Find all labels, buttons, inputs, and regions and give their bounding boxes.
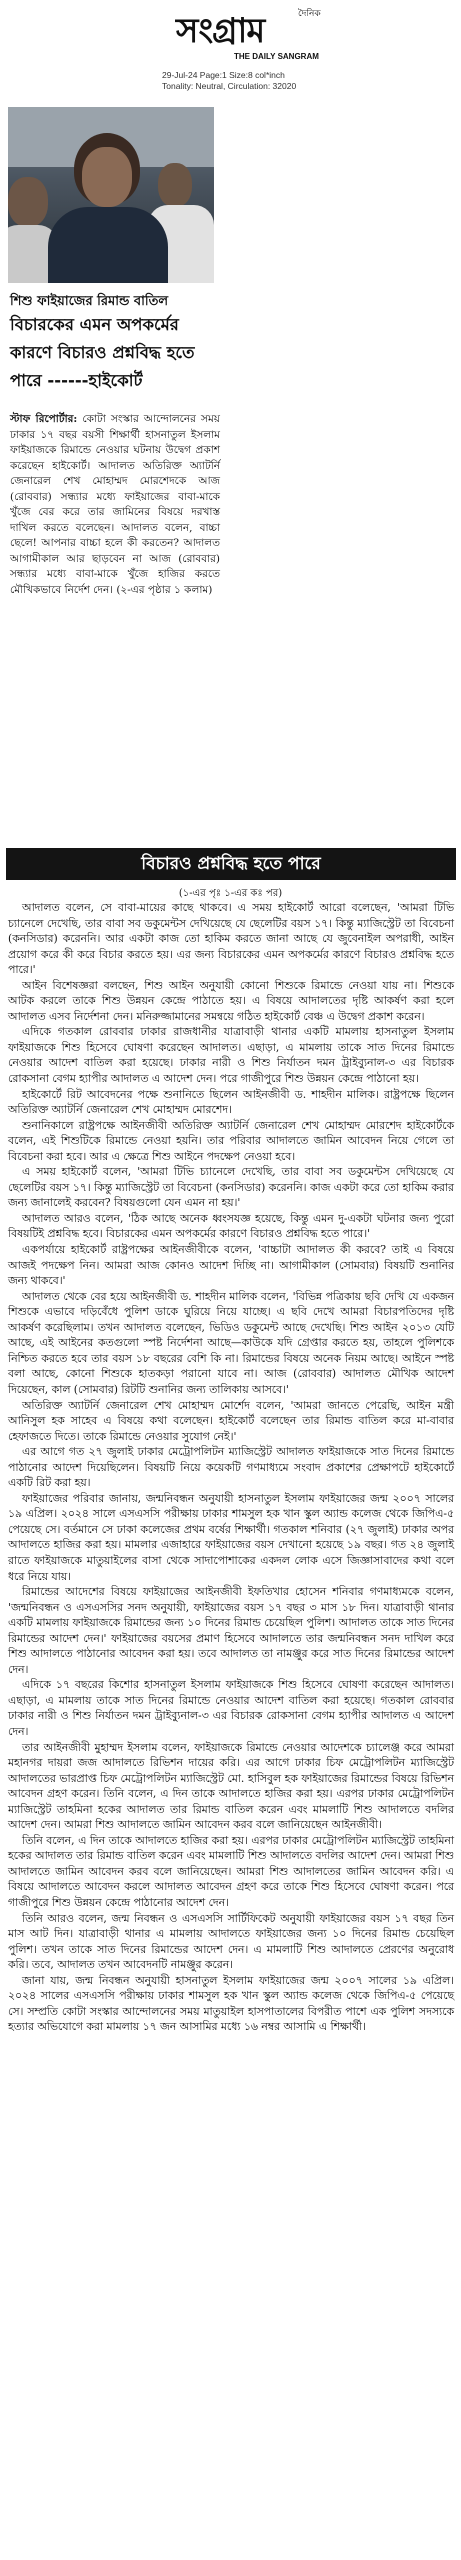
article-intro (10, 412, 220, 598)
body-paragraph: আইন বিশেষজ্ঞরা বলছেন, শিশু আইন অনুযায়ী কোনো শিশুকে রিমান্ডে নেওয়া যায় না। শিশুকে আটক করলে তাকে শিশু উন্নয়ন কেন্দ্রে পাঠাতে হয়। এ বিষয়ে আদালতের দৃষ্টি আকর্ষণ করা হলে আদালত এসব নির্দেশনা দেন। মনিরুজ্জামানের সমন্বয়ে গঠিত হাইকোর্ট বেঞ্চ এ উদ্বেগ প্রকাশ করেন। (8, 978, 454, 1023)
body-paragraph: এর আগে গত ২৭ জুলাই ঢাকার মেট্রোপলিটন ম্যাজিস্ট্রেট আদালত ফাইয়াজকে সাত দিনের রিমান্ডে পাঠানোর আদেশ দিয়েছিলেন। বিষয়টি নিয়ে কয়েকটি গণমাধ্যমে সংবাদ প্রকাশের প্রেক্ষাপটে হাইকোর্টে একটি রিট করা হয়। (8, 1445, 454, 1490)
body-paragraph: এ সময় হাইকোর্ট বলেন, 'আমরা টিভি চ্যানেলে দেখেছি, তার বাবা সব ডকুমেন্টস দেখিয়েছে যে ছেলেটির বয়স ১৭। কিন্তু ম্যাজিস্ট্রেট তা বিবেচনা (কনসিডার) করেননি। কাজ একটা করে তো হাকিম করার জন্য জানালেই করবেন? বিষয়গুলো যেন এমন না হয়।' (8, 1165, 454, 1210)
body-paragraph: হাইকোর্টে রিট আবেদনের পক্ষে শুনানিতে ছিলেন আইনজীবী ড. শাহদীন মালিক। রাষ্ট্রপক্ষে ছিলেন অতিরিক্ত অ্যাটর্নি জেনারেল শেখ মোহাম্মদ মোরশেদ। (8, 1087, 454, 1117)
masthead-title: সংগ্রাম (176, 11, 265, 51)
article-body (8, 900, 454, 2035)
body-paragraph: একপর্যায়ে হাইকোর্ট রাষ্ট্রপক্ষের আইনজীবীকে বলেন, 'বাচ্চাটা আদালত কী করবে? তাই এ বিষয়ে আজই পদক্ষেপ নিন। আমরা আজ কোনও আদেশ দিচ্ছি না। আগামীকাল (সোমবার) বিষয়টি শুনানির জন্য থাকবে।' (8, 1243, 454, 1288)
byline-label: স্টাফ রিপোর্টার: (10, 413, 78, 425)
masthead-small-title: দৈনিক (298, 9, 321, 19)
intro-text: কোটা সংস্কার আন্দোলনের সময় ঢাকার ১৭ বছর বয়সী শিক্ষার্থী হাসনাতুল ইসলাম ফাইয়াজকে রিমান্ডে নেওয়ার ঘটনায় উদ্বেগ প্রকাশ করেছেন হাইকোর্ট। আদালত অতিরিক্ত অ্যাটর্নি জেনারেল শেখ মোহাম্মদ মোরশেদকে আজ (রোববার) সন্ধ্যার মধ্যে ফাইয়াজের বাবা-মাকে খুঁজে বের করে তার জামিনের বিষয়ে দরখাস্ত দাখিল করতে বলেছেন। আদালত বলেন, বাচ্চা ছেলে! আপনার বাচ্চা হলে কী করতেন? আদালত আগামীকাল আর ছাড়বেন না আজ (রোববার) সন্ধ্যার মধ্যে বাবা-মাকে খুঁজে হাজির করতে মৌখিকভাবে নির্দেশ দেন। (10, 413, 220, 596)
jump-from-note: (১-এর পৃঃ ১-এর কঃ পর) (178, 888, 283, 899)
body-paragraph: ফাইয়াজের পরিবার জানায়, জন্মনিবন্ধন অনুযায়ী হাসনাতুল ইসলাম ফাইয়াজের জন্ম ২০০৭ সালের ১৯ এপ্রিল। ২০২৪ সালে এসএসসি পরীক্ষায় ঢাকার শামসুল হক খান স্কুল অ্যান্ড কলেজ থেকে জিপিএ-৫ পেয়েছে সে। বর্তমানে সে ঢাকা কলেজের প্রথম বর্ষের শিক্ষার্থী। গতকাল শনিবার (২৭ জুলাই) ঢাকার অপর আদালতে হাজির করা হয়। মামলার এজাহারে ফাইয়াজের বয়স দেখানো হয়েছে ১৯ বছর। গত ২৪ জুলাই রাতে ফাইয়াজকে মাতুয়াইলের বাসা থেকে সাদাপোশাকের একদল লোক এসে জিজ্ঞাসাবাদের কথা বলে ধরে নিয়ে যায়। (8, 1491, 454, 1583)
body-paragraph: রিমান্ডের আদেশের বিষয়ে ফাইয়াজের আইনজীবী ইফতিখার হোসেন শনিবার গণমাধ্যমকে বলেন, 'জন্মনিবন্ধন ও এসএসসির সনদ অনুযায়ী, ফাইয়াজের বয়স ১৭ বছর ৩ মাস ১৮ দিন। যাত্রাবাড়ী থানার একটি মামলায় ফাইয়াজকে রিমান্ডের জন্য ১০ দিনের রিমান্ড চেয়েছিল পুলিশ। আদালত তাকে সাত দিনের রিমান্ডের আদেশ দেন।' ফাইয়াজের বয়সের প্রমাণ হিসেবে আদালতে তার জন্মনিবন্ধন সনদ দাখিল করে শিশু আদালতে পাঠানোর আবেদন করা হয়। তবে আদালত তা নামঞ্জুর করে সাত দিনের রিমান্ডের আদেশ দেন। (8, 1585, 454, 1676)
meta-date-page: 29-Jul-24 Page:1 Size:8 col*inch (162, 70, 285, 80)
body-paragraph: এদিকে ১৭ বছরের কিশোর হাসনাতুল ইসলাম ফাইয়াজকে শিশু হিসেবে ঘোষণা করেছেন আদালত। এছাড়া, এ মামলায় তাকে সাত দিনের রিমান্ডে নেওয়ার আদেশ বাতিল করা হয়েছে। গতকাল রোববার ঢাকার নারী ও শিশু নির্যাতন দমন ট্রাইব্যুনাল-৩ এর বিচারক রোকসানা বেগম হ্যাপীর আদালত এ আদেশ দেন। (8, 1678, 454, 1738)
body-paragraph: তার আইনজীবী মুহাম্মদ ইসলাম বলেন, ফাইয়াজকে রিমান্ডে নেওয়ার আদেশকে চ্যালেঞ্জ করে আমরা মহানগর দায়রা জজ আদালতে রিভিশন দায়ের করি। এর আগে ঢাকার চিফ মেট্রোপলিটন ম্যাজিস্ট্রেট আদালতের ভারপ্রাপ্ত চিফ মেট্রোপলিটন ম্যাজিস্ট্রেট মো. হাসিবুল হক ফাইয়াজের রিমান্ডের বিষয়ে রিভিশন আবেদন গ্রহণ করেন। তিনি বলেন, এ দিন তাকে আদালতে হাজির করা হয়। এরপর ঢাকার মেট্রোপলিটন ম্যাজিস্ট্রেট তাহমিনা হকের আদালত তার রিমান্ড বাতিল করেন এবং মামলাটি শিশু আদালতে বদলির আদেশ দেন। আমরা শিশু আদালতে জামিন আবেদন করব বলে জানিয়েছেন আইনজীবী। (8, 1740, 454, 1832)
body-paragraph: এদিকে গতকাল রোববার ঢাকার রাজধানীর যাত্রাবাড়ী থানার একটি মামলায় হাসনাতুল ইসলাম ফাইয়াজকে শিশু হিসেবে ঘোষণা করেছেন আদালত। এছাড়া, এ মামলায় তাকে সাত দিনের রিমান্ডে নেওয়ার আদেশ বাতিল করা হয়েছে। ঢাকার নারী ও শিশু নির্যাতন দমন ট্রাইব্যুনাল-৩ এর বিচারক রোকসানা বেগম হ্যাপীর আদালত এ আদেশ দেন। পরে গাজীপুরে শিশু উন্নয়ন কেন্দ্রে পাঠানো হয়। (8, 1025, 454, 1086)
meta-tonality-circulation: Tonality: Neutral, Circulation: 32020 (162, 81, 297, 91)
masthead-english-title: THE DAILY SANGRAM (234, 52, 319, 61)
body-paragraph: তিনি আরও বলেন, জন্ম নিবন্ধন ও এসএসসি সার্টিফিকেট অনুযায়ী ফাইয়াজের বয়স ১৭ বছর তিন মাস আট দিন। যাত্রাবাড়ী থানার এ মামলায় আদালতে ফাইয়াজের জন্য ১০ দিনের রিমান্ড চেয়েছিল পুলিশ। তখন তাকে সাত দিনের রিমান্ডের আদেশ দেন। এ মামলাটি শিশু আদালতে প্রেরণের অনুরোধ করি। তবে, আদালত তখন আবেদনটি নামঞ্জুর করেন। (8, 1911, 455, 1972)
body-paragraph: আদালত আরও বলেন, 'ঠিক আছে অনেক ধ্বংসযজ্ঞ হয়েছে, কিন্তু এমন দু-একটা ঘটনার জন্য পুরো বিষয়টিই প্রশ্নবিদ্ধ হবে। বিচারকের এমন অপকর্মের কারণে বিচারও প্রশ্নবিদ্ধ হতে পারে।' (8, 1211, 454, 1241)
jump-headline: বিচারও প্রশ্নবিদ্ধ হতে পারে (6, 848, 456, 880)
body-paragraph: আদালত থেকে বের হয়ে আইনজীবী ড. শাহদীন মালিক বলেন, 'বিভিন্ন পত্রিকায় ছবি দেখি যে একজন শিশুকে এভাবে দড়িবেঁধে পুলিশ ডাকে ঘুরিয়ে নিয়ে যাচ্ছে। এ ছবি দেখে আমরা বিচারপতিদের দৃষ্টি আকর্ষণ করেছিলাম। তখন আদালত বলেছেন, ভিডিও ডকুমেন্ট আছে দেখেছি। শিশু আইন ২০১৩ যেটি আছে, এই আইনের কতগুলো স্পষ্ট নির্দেশনা আছে—কাউকে যদি গ্রেপ্তার করতে হয়, তাহলে পুলিশকে নিশ্চিত করতে হবে তার বয়স ১৮ বছরের বেশি কি না। রিমান্ডের বিষয়ে অনেক নিয়ম আছে। আইনে স্পষ্ট বলা আছে, কোনো শিশুকে হাতকড়া পরানো যাবে না। আজ (রোববার) আদালত মৌখিক আদেশ দিয়েছেন, কাল (সোমবার) রিটটি শুনানির জন্য তালিকায় আসবে।' (8, 1289, 454, 1396)
article-kicker: শিশু ফাইয়াজের রিমান্ড বাতিল (10, 294, 169, 309)
clipping-meta (162, 70, 392, 92)
body-paragraph: অতিরিক্ত অ্যাটর্নি জেনারেল শেখ মোহাম্মদ মোর্শেদ বলেন, 'আমরা জানতে পেরেছি, আইন মন্ত্রী আনিসুল হক সাহেব এ বিষয়ে কথা বলেছেন। হাইকোর্ট বলেছেন তার রিমান্ড বাতিল করে মা-বাবার হেফাজতে দিতে। তাকে রিমান্ডে নেওয়ার সুযোগ নেই।' (8, 1398, 454, 1443)
body-paragraph: তিনি বলেন, এ দিন তাকে আদালতে হাজির করা হয়। এরপর ঢাকার মেট্রোপলিটন ম্যাজিস্ট্রেট তাহমিনা হকের আদালত তার রিমান্ড বাতিল করেন এবং মামলাটি শিশু আদালতে বদলির আদেশ দেন। আমরা শিশু আদালতে জামিন আবেদন করব বলে জানিয়েছেন। আমরা শিশু আদালতের জামিন আবেদন করি। এ বিষয়ে আদালতে আবেদন করলে আদালত আবেদন গ্রহণ করে তাকে শিশু হিসেবে ঘোষণা করেন। পরে গাজীপুরে শিশু উন্নয়ন কেন্দ্রে পাঠানোর আদেশ দেন। (8, 1833, 454, 1909)
masthead (170, 4, 400, 68)
body-paragraph: শুনানিকালে রাষ্ট্রপক্ষে আইনজীবী অতিরিক্ত অ্যাটর্নি জেনারেল শেখ মোহাম্মদ মোরশেদ হাইকোর্টকে বলেন, এই শিশুটিকে রিমান্ডে নেওয়া হয়নি। তার পরিবার আদালতে জামিন আবেদন নিয়ে গেলে তা বিবেচনা করা হবে। আর এ ক্ষেত্রে শিশু আইনে পদক্ষেপ নেওয়া হবে। (8, 1118, 454, 1163)
continued-note: (২-এর পৃষ্ঠার ১ কলাম) (116, 583, 213, 596)
article-headline: বিচারকের এমন অপকর্মের কারণে বিচারও প্রশ্নবিদ্ধ হতে পারে ------হাইকোর্ট (10, 315, 195, 390)
body-paragraph: আদালত বলেন, সে বাবা-মায়ের কাছে থাকবে। এ সময় হাইকোর্ট আরো বলেছেন, 'আমরা টিভি চ্যানেলে দেখেছি, তার বাবা সব ডকুমেন্টস দেখিয়েছে যে ছেলেটির বয়স ১৭। কিন্তু ম্যাজিস্ট্রেট তা বিবেচনা (কনসিডার) করেননি। আর একটা কাজ তো হাকিম করতে জানা আছে যে জুবেনাইল অপরাধী, আইন প্রয়োগ করে কী করে বিচার করতে হয়। এর জন্য বিচারকের এমন অপকর্মের কারণে বিচারও প্রশ্নবিদ্ধ হতে পারে।' (8, 901, 454, 977)
body-paragraph: জানা যায়, জন্ম নিবন্ধন অনুযায়ী হাসনাতুল ইসলাম ফাইয়াজের জন্ম ২০০৭ সালের ১৯ এপ্রিল। ২০২৪ সালের এসএসসি পরীক্ষায় ঢাকার শামসুল হক খান স্কুল অ্যান্ড কলেজ থেকে জিপিএ-৫ পেয়েছে সে। সম্প্রতি কোটা সংস্কার আন্দোলনের সময় মাতুয়াইল হাসপাতালের বিপরীত পাশে এক পুলিশ সদস্যকে হত্যার অভিযোগে করা মামলায় ১৭ জন আসামির মধ্যে ১৬ নম্বর আসামি এ শিক্ষার্থী। (8, 1973, 454, 2034)
news-photo (8, 107, 214, 283)
